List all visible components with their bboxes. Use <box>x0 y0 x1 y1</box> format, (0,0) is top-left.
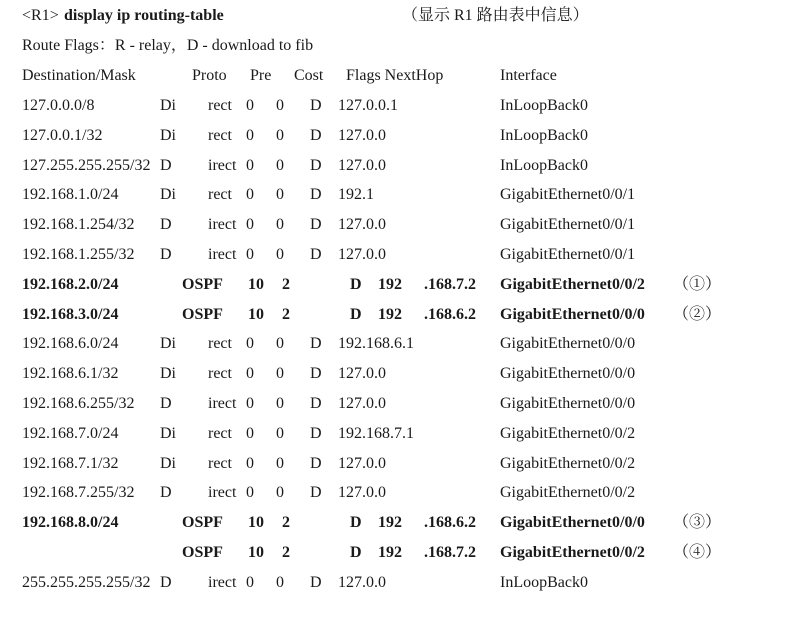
cell-proto-b: rect <box>208 97 232 114</box>
command-comment: （显示 R1 路由表中信息） <box>402 7 589 24</box>
cell-dest: 192.168.6.0/24 <box>22 335 119 353</box>
cell-flag: D <box>310 424 322 442</box>
cell-dest: 192.168.6.1/32 <box>22 365 119 383</box>
cell-proto-b: rect <box>208 454 232 472</box>
cell-dest: 192.168.3.0/24 <box>22 305 119 323</box>
cell-iface: InLoopBack0 <box>500 156 588 174</box>
cell-proto-a: D <box>160 573 172 591</box>
cell-pre: 0 <box>246 573 254 591</box>
cell-iface: GigabitEthernet0/0/1 <box>500 216 636 234</box>
cell-flag: D <box>310 156 322 174</box>
cell-iface: GigabitEthernet0/0/1 <box>500 186 636 204</box>
cell-nh-a: 192 <box>378 305 402 323</box>
cell-pre: 0 <box>246 216 254 234</box>
cli-command: display ip routing-table <box>64 7 224 24</box>
cell-proto-a: D <box>160 395 172 412</box>
cell-nh-b: .168.6.2 <box>424 514 476 532</box>
cell-iface: GigabitEthernet0/0/0 <box>500 514 645 532</box>
cell-cost: 0 <box>276 186 284 204</box>
cell-flag: D <box>310 335 322 353</box>
cell-cost: 0 <box>276 335 284 353</box>
cell-proto-b: irect <box>208 246 237 263</box>
cell-cost: 0 <box>276 424 284 442</box>
cell-flag: D <box>350 275 362 293</box>
cell-dest: 127.0.0.1/32 <box>22 126 103 144</box>
cell-proto-b: irect <box>208 216 237 234</box>
cell-pre: 0 <box>246 395 254 412</box>
cell-flag: D <box>310 573 322 591</box>
cell-dest: 127.255.255.255/32 <box>22 156 151 174</box>
cell-flag: D <box>350 305 362 323</box>
route-marker: （③） <box>673 514 722 532</box>
cell-flag: D <box>310 216 322 234</box>
cell-proto-b: rect <box>208 335 232 353</box>
cell-dest: 192.168.1.254/32 <box>22 216 135 234</box>
cell-dest: 192.168.2.0/24 <box>22 275 119 293</box>
cell-proto-a: Di <box>160 424 176 442</box>
cell-pre: 10 <box>248 544 264 561</box>
cell-iface: InLoopBack0 <box>500 573 588 591</box>
cell-proto-b: OSPF <box>182 275 223 293</box>
cell-nh-a: 127.0.0 <box>338 216 386 234</box>
cell-iface: GigabitEthernet0/0/2 <box>500 544 645 561</box>
cell-iface: GigabitEthernet0/0/0 <box>500 305 645 323</box>
cell-iface: GigabitEthernet0/0/2 <box>500 275 645 293</box>
cell-flag: D <box>310 186 322 204</box>
cell-pre: 0 <box>246 335 254 353</box>
cell-cost: 0 <box>276 573 284 591</box>
cell-dest: 127.0.0.0/8 <box>22 97 95 114</box>
cell-dest: 192.168.8.0/24 <box>22 514 119 532</box>
cell-flag: D <box>310 484 322 502</box>
cell-cost: 0 <box>276 126 284 144</box>
header-proto: Proto <box>192 67 227 84</box>
cell-pre: 10 <box>248 275 264 293</box>
cell-nh-a: 192 <box>378 544 402 561</box>
cell-nh-b: .168.7.2 <box>424 275 476 293</box>
cell-nh-a: 127.0.0 <box>338 365 386 383</box>
header-flags-nexthop: Flags NextHop <box>346 67 444 84</box>
cell-flag: D <box>310 395 322 412</box>
route-marker: （①） <box>673 275 722 293</box>
cell-proto-b: irect <box>208 156 237 174</box>
cell-cost: 2 <box>282 544 290 561</box>
cell-pre: 0 <box>246 246 254 263</box>
cell-proto-b: rect <box>208 126 232 144</box>
cell-nh-a: 192 <box>378 275 402 293</box>
route-flags-text: Route Flags：R - relay，D - download to fib <box>22 37 314 54</box>
cell-dest: 192.168.7.255/32 <box>22 484 135 502</box>
cell-nh-a: 127.0.0 <box>338 246 386 263</box>
cell-cost: 2 <box>282 514 290 532</box>
cell-proto-a: D <box>160 216 172 234</box>
cell-nh-a: 192 <box>378 514 402 532</box>
cell-proto-a: Di <box>160 454 176 472</box>
cell-nh-b: .168.7.2 <box>424 544 476 561</box>
cell-pre: 10 <box>248 305 264 323</box>
cell-iface: InLoopBack0 <box>500 97 588 114</box>
cell-nh-a: 192.1 <box>338 186 374 204</box>
cell-proto-a: D <box>160 246 172 263</box>
cell-flag: D <box>310 97 322 114</box>
cell-dest: 192.168.1.255/32 <box>22 246 135 263</box>
cell-dest: 192.168.1.0/24 <box>22 186 119 204</box>
cell-proto-a: Di <box>160 97 176 114</box>
cell-dest: 192.168.7.0/24 <box>22 424 119 442</box>
cell-flag: D <box>350 544 362 561</box>
cell-flag: D <box>310 246 322 263</box>
cell-proto-a: D <box>160 156 172 174</box>
cell-iface: GigabitEthernet0/0/2 <box>500 484 636 502</box>
cell-cost: 0 <box>276 454 284 472</box>
cell-iface: GigabitEthernet0/0/2 <box>500 454 636 472</box>
header-destination: Destination/Mask <box>22 67 136 84</box>
cell-cost: 0 <box>276 395 284 412</box>
cell-dest: 255.255.255.255/32 <box>22 573 151 591</box>
header-pre: Pre <box>250 67 272 84</box>
cell-proto-b: irect <box>208 484 237 502</box>
cell-cost: 0 <box>276 365 284 383</box>
cell-nh-b: .168.6.2 <box>424 305 476 323</box>
cell-cost: 0 <box>276 156 284 174</box>
cell-proto-b: rect <box>208 186 232 204</box>
cell-iface: InLoopBack0 <box>500 126 588 144</box>
cell-iface: GigabitEthernet0/0/1 <box>500 246 636 263</box>
cell-iface: GigabitEthernet0/0/0 <box>500 365 636 383</box>
cell-flag: D <box>350 514 362 532</box>
cell-pre: 0 <box>246 484 254 502</box>
cell-iface: GigabitEthernet0/0/2 <box>500 424 636 442</box>
cell-flag: D <box>310 454 322 472</box>
cell-pre: 0 <box>246 454 254 472</box>
header-cost: Cost <box>294 67 324 84</box>
cell-nh-a: 127.0.0.1 <box>338 97 398 114</box>
cell-nh-a: 192.168.7.1 <box>338 424 414 442</box>
cell-cost: 2 <box>282 275 290 293</box>
cli-prompt: <R1> <box>22 7 59 24</box>
cell-proto-a: D <box>160 484 172 502</box>
cell-iface: GigabitEthernet0/0/0 <box>500 395 636 412</box>
cell-proto-b: irect <box>208 573 237 591</box>
cell-proto-a: Di <box>160 365 176 383</box>
cell-proto-a: Di <box>160 186 176 204</box>
cell-nh-a: 127.0.0 <box>338 395 386 412</box>
cell-iface: GigabitEthernet0/0/0 <box>500 335 636 353</box>
cell-cost: 0 <box>276 484 284 502</box>
cell-proto-b: rect <box>208 365 232 383</box>
cell-nh-a: 127.0.0 <box>338 484 386 502</box>
route-marker: （②） <box>673 305 722 323</box>
cell-pre: 0 <box>246 365 254 383</box>
cell-pre: 0 <box>246 97 254 114</box>
cell-cost: 0 <box>276 216 284 234</box>
cell-proto-b: OSPF <box>182 514 223 532</box>
cell-proto-b: rect <box>208 424 232 442</box>
cell-dest: 192.168.6.255/32 <box>22 395 135 412</box>
header-interface: Interface <box>500 67 557 84</box>
cell-cost: 0 <box>276 97 284 114</box>
cell-proto-b: irect <box>208 395 237 412</box>
cell-dest: 192.168.7.1/32 <box>22 454 119 472</box>
cell-nh-a: 127.0.0 <box>338 126 386 144</box>
cell-cost: 0 <box>276 246 284 263</box>
cell-pre: 0 <box>246 126 254 144</box>
cell-proto-b: OSPF <box>182 305 223 323</box>
cell-proto-a: Di <box>160 335 176 353</box>
cell-flag: D <box>310 126 322 144</box>
cell-pre: 10 <box>248 514 264 532</box>
cell-nh-a: 127.0.0 <box>338 573 386 591</box>
cell-flag: D <box>310 365 322 383</box>
cell-pre: 0 <box>246 424 254 442</box>
cell-nh-a: 192.168.6.1 <box>338 335 414 353</box>
cell-pre: 0 <box>246 186 254 204</box>
cell-proto-b: OSPF <box>182 544 223 561</box>
cell-proto-a: Di <box>160 126 176 144</box>
route-marker: （④） <box>673 544 722 561</box>
cell-nh-a: 127.0.0 <box>338 156 386 174</box>
cell-pre: 0 <box>246 156 254 174</box>
cell-nh-a: 127.0.0 <box>338 454 386 472</box>
cell-cost: 2 <box>282 305 290 323</box>
